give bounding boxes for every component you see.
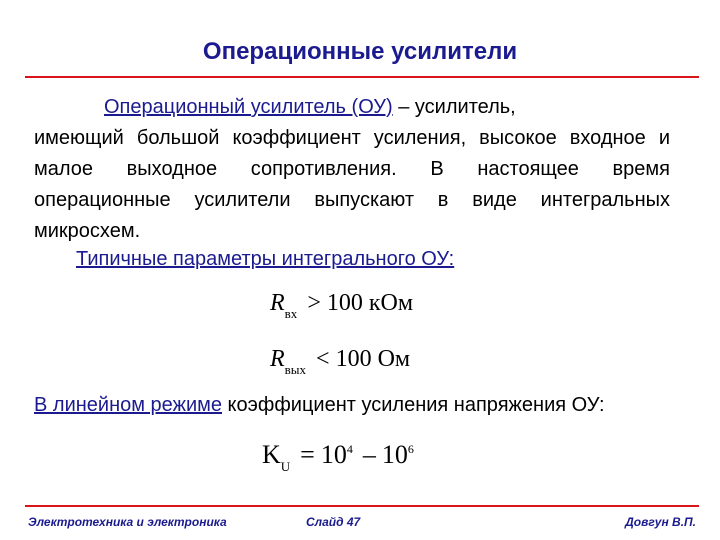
footer-course: Электротехника и электроника xyxy=(28,515,227,529)
formula-r-in-op: > xyxy=(307,290,321,316)
footer-author: Довгун В.П. xyxy=(625,515,696,529)
formula-r-out-op: < xyxy=(316,346,330,372)
formula-ku-symbol: K xyxy=(262,440,281,469)
formula-r-in xyxy=(270,290,413,322)
formula-ku-exp1: 4 xyxy=(346,442,353,456)
formula-r-out-value: 100 Ом xyxy=(335,346,411,372)
formula-ku-base2: 10 xyxy=(381,440,408,469)
intro-first-rest: – усилитель, xyxy=(392,96,516,118)
formula-ku xyxy=(262,440,414,475)
formula-ku-eq: = xyxy=(300,440,315,469)
formula-r-in-value: 100 кОм xyxy=(326,290,414,316)
formula-ku-dash: – xyxy=(362,440,376,469)
footer-divider xyxy=(25,505,699,507)
term-op-amp: Операционный усилитель (ОУ) xyxy=(104,96,393,118)
formula-r-in-sub: вх xyxy=(284,306,298,321)
slide-title: Операционные усилители xyxy=(202,38,518,65)
linear-mode-rest: коэффициент усиления напряжения ОУ: xyxy=(222,394,605,416)
formula-ku-sub: U xyxy=(280,459,291,474)
intro-first-line xyxy=(34,92,670,123)
formula-r-out-symbol: R xyxy=(270,346,285,372)
typical-params-heading: Типичные параметры интегрального ОУ: xyxy=(76,248,455,270)
intro-paragraph xyxy=(34,92,670,247)
footer-slide-number: Слайд 47 xyxy=(306,515,361,529)
formula-r-out-sub: вых xyxy=(284,362,307,377)
formula-ku-exp2: 6 xyxy=(407,442,414,456)
linear-mode-line xyxy=(34,394,605,417)
linear-mode-term: В линейном режиме xyxy=(34,394,222,416)
intro-body: имеющий большой коэффициент усиления, высокое входное и малое выходное сопротивления. В настоящее время операционные усилители выпускают в виде интегральных микросхем. xyxy=(34,127,670,242)
formula-r-out xyxy=(270,346,410,378)
formula-r-in-symbol: R xyxy=(270,290,285,316)
title-divider xyxy=(25,76,699,78)
formula-ku-base1: 10 xyxy=(320,440,347,469)
